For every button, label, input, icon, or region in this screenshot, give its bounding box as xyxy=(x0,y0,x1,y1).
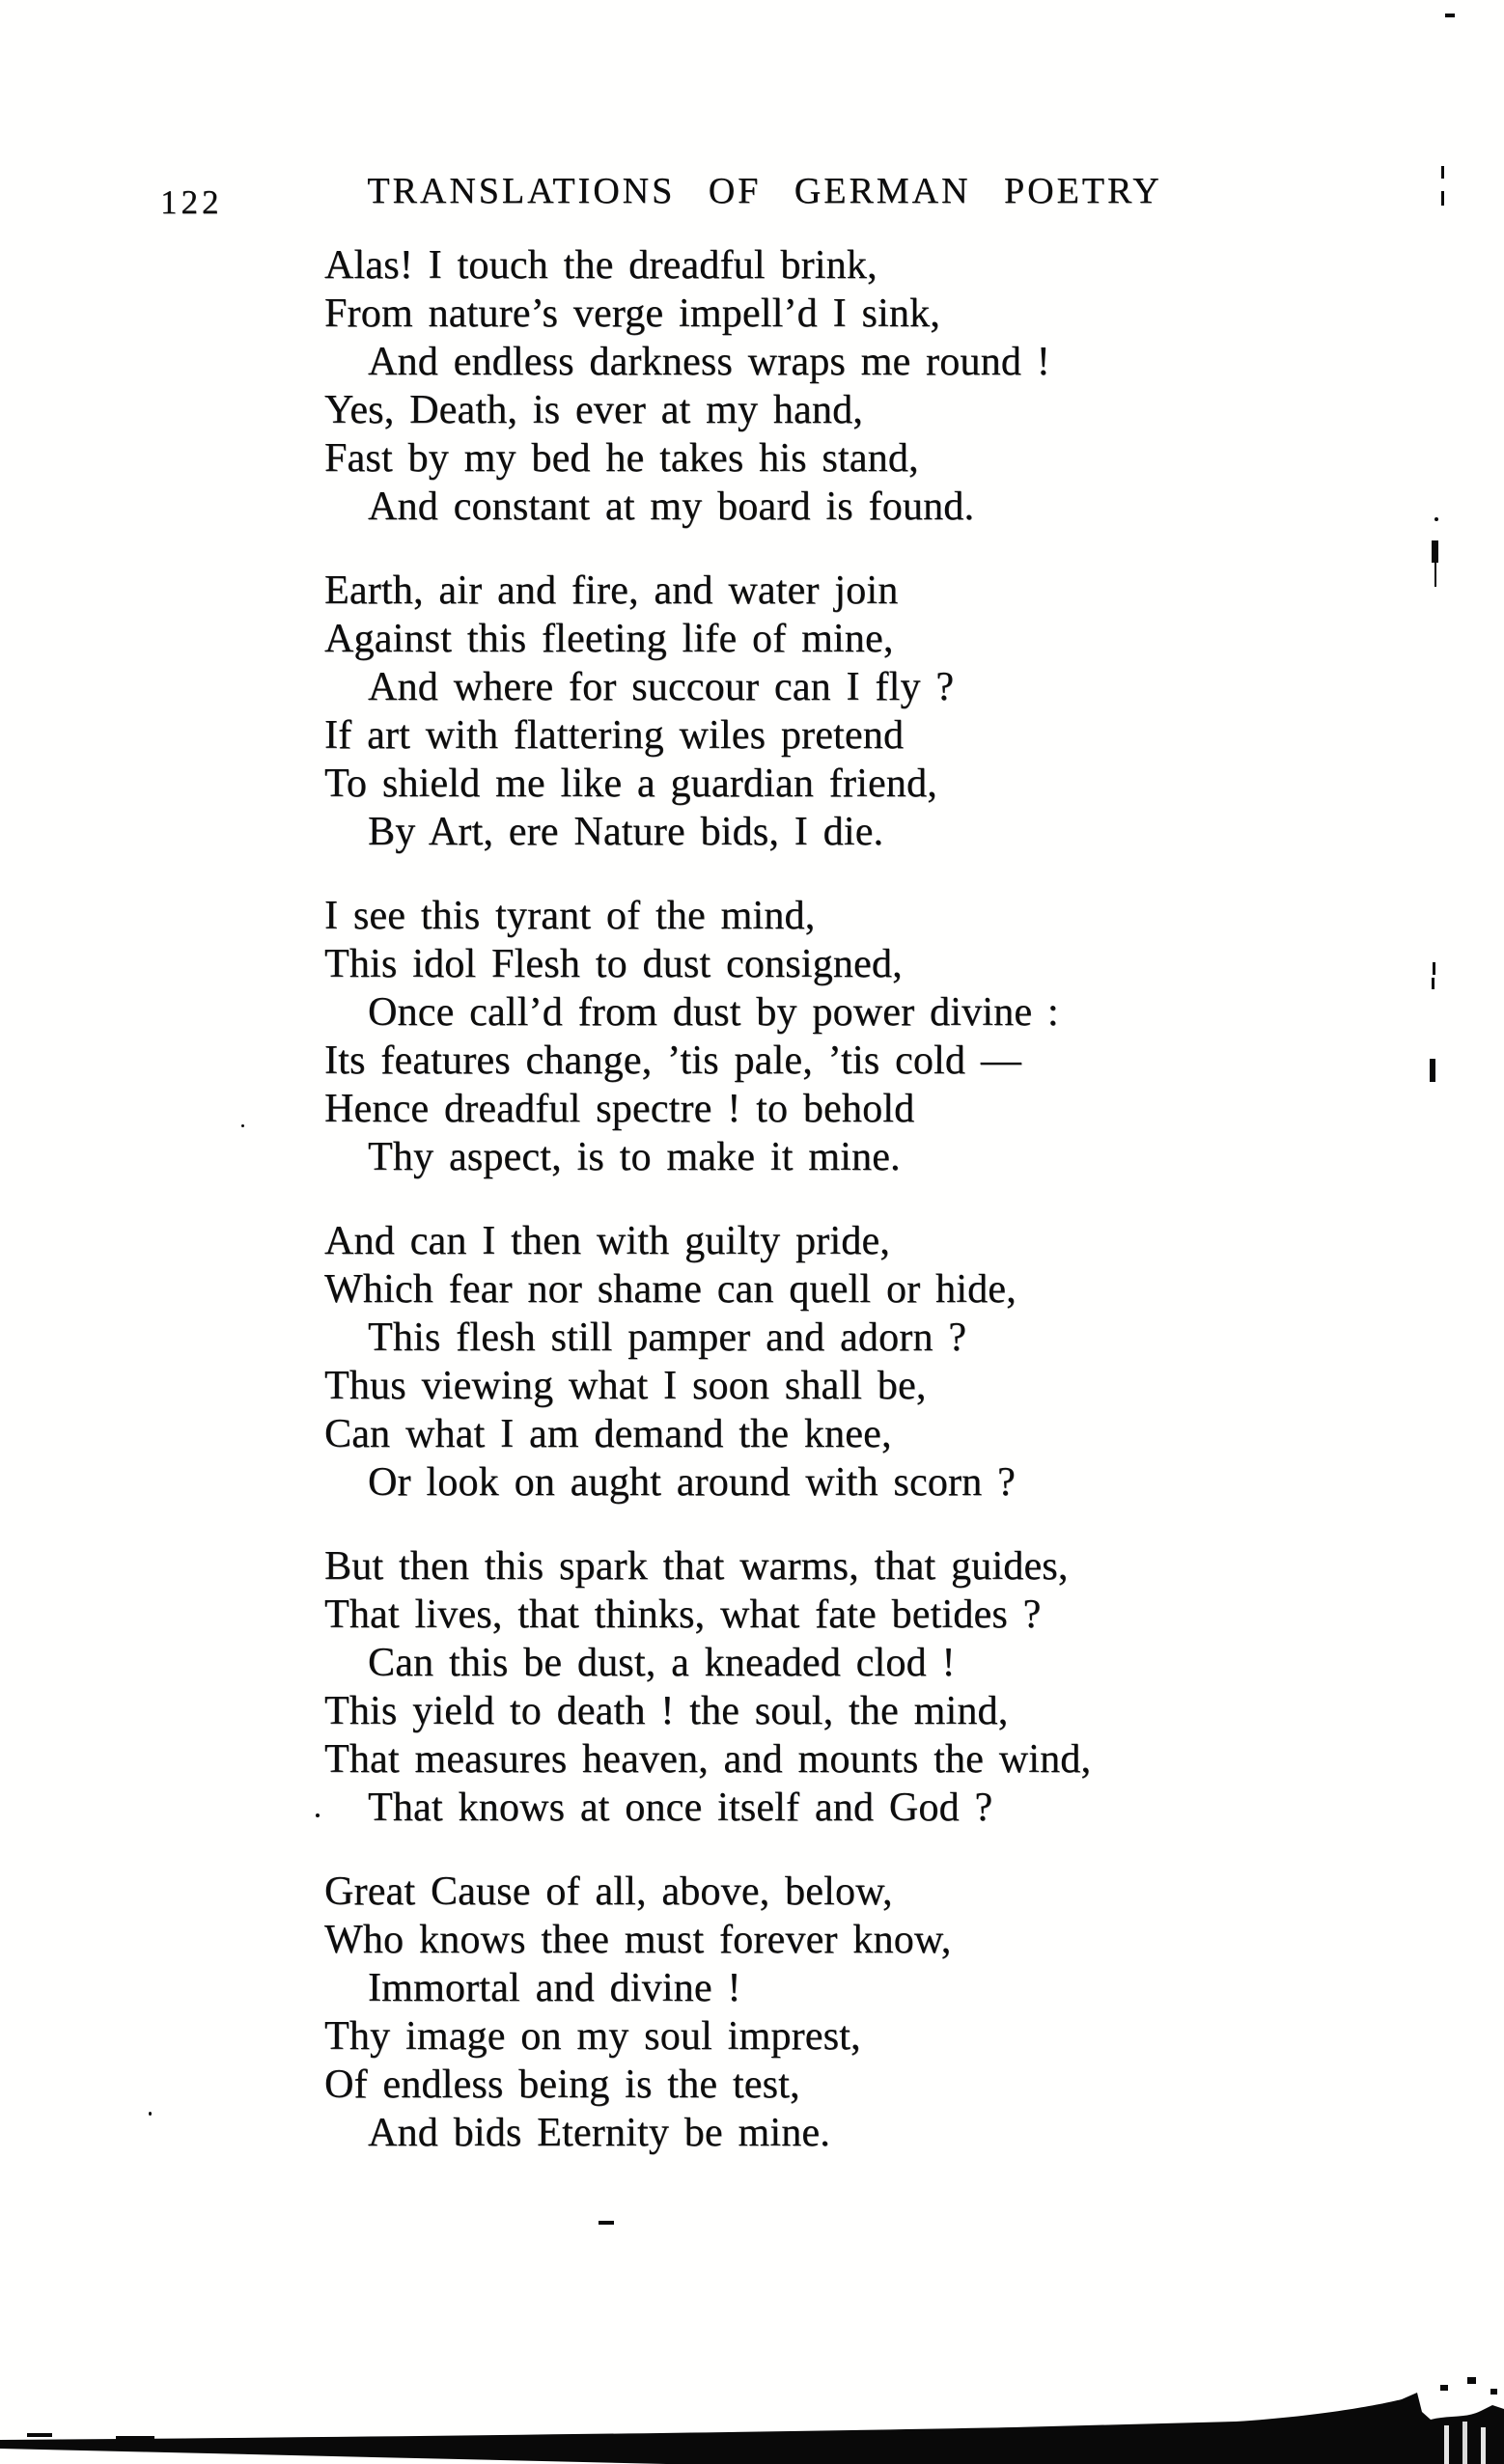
poem-line: This yield to death ! the soul, the mind, xyxy=(324,1689,1009,1733)
scan-speckle-dot xyxy=(241,1124,244,1127)
poem-line: Thus viewing what I soon shall be, xyxy=(324,1364,927,1408)
poem-line: And endless darkness wraps me round ! xyxy=(368,340,1050,384)
stanza-2 xyxy=(324,567,1091,856)
scan-speckle-top-right-dash xyxy=(1445,14,1455,17)
poem-line: And where for succour can I fly ? xyxy=(368,665,955,709)
scan-speckle-right-tick xyxy=(1432,978,1434,989)
poem-line: Yes, Death, is ever at my hand, xyxy=(324,388,864,432)
poem-line: And bids Eternity be mine. xyxy=(368,2111,830,2155)
poem-line: Of endless being is the test, xyxy=(324,2063,800,2107)
scan-speckle-right-tick xyxy=(1433,962,1435,975)
poem-line: Can what I am demand the knee, xyxy=(324,1412,892,1456)
scan-speckle-right-tick xyxy=(1441,166,1444,179)
poem-line: This flesh still pamper and adorn ? xyxy=(368,1315,967,1360)
poem-line: Against this fleeting life of mine, xyxy=(324,617,894,661)
scan-speckle-center-dash xyxy=(599,2221,614,2225)
scan-edge-band xyxy=(0,2348,1504,2464)
scan-speckle-right-tick xyxy=(1441,191,1444,206)
poem-line: Alas! I touch the dreadful brink, xyxy=(324,243,877,288)
poem-line: This idol Flesh to dust consigned, xyxy=(324,942,903,986)
poem-line: Fast by my bed he takes his stand, xyxy=(324,436,919,481)
poem-line: If art with flattering wiles pretend xyxy=(324,713,905,758)
poem-line: That lives, that thinks, what fate betides ? xyxy=(324,1592,1042,1637)
poem-line: Hence dreadful spectre ! to behold xyxy=(324,1087,915,1131)
poem-line: Its features change, ’tis pale, ’tis cold — xyxy=(324,1038,1022,1083)
running-title: TRANSLATIONS OF GERMAN POETRY xyxy=(367,171,1162,211)
page-number: 122 xyxy=(160,183,223,221)
poem-line: To shield me like a guardian friend, xyxy=(324,761,937,806)
poem-line: Great Cause of all, above, below, xyxy=(324,1869,893,1914)
poem-line: Earth, air and fire, and water join xyxy=(324,568,899,613)
scan-speckle-right-tail xyxy=(1434,563,1436,587)
poem-line: Which fear nor shame can quell or hide, xyxy=(324,1267,1017,1312)
poem-line: That measures heaven, and mounts the wind, xyxy=(324,1737,1092,1782)
poem-line: Can this be dust, a kneaded clod ! xyxy=(368,1641,956,1685)
poem xyxy=(324,241,1091,2193)
poem-line: Thy aspect, is to make it mine. xyxy=(368,1135,901,1179)
poem-line: And can I then with guilty pride, xyxy=(324,1219,890,1263)
poem-line: Once call’d from dust by power divine : xyxy=(368,990,1059,1035)
poem-line: Or look on aught around with scorn ? xyxy=(368,1460,1016,1505)
poem-line: But then this spark that warms, that guides, xyxy=(324,1544,1069,1589)
scan-speckle-dot xyxy=(316,1813,320,1817)
scan-speckle-right-thick-tick xyxy=(1432,540,1438,563)
poem-line: I see this tyrant of the mind, xyxy=(324,894,816,938)
poem-line: And constant at my board is found. xyxy=(368,484,975,529)
stanza-1 xyxy=(324,241,1091,531)
scan-speckle-dot xyxy=(149,2112,152,2116)
stanza-6 xyxy=(324,1868,1091,2157)
poem-line: Who knows thee must forever know, xyxy=(324,1918,952,1962)
stanza-5 xyxy=(324,1542,1091,1832)
scan-speckle-dot xyxy=(1434,517,1438,521)
poem-line: Thy image on my soul imprest, xyxy=(324,2014,861,2059)
poem-line: From nature’s verge impell’d I sink, xyxy=(324,291,940,336)
poem-line: That knows at once itself and God ? xyxy=(368,1786,993,1830)
stanza-3 xyxy=(324,892,1091,1181)
stanza-4 xyxy=(324,1217,1091,1507)
scan-speckle-right-thick-tick xyxy=(1430,1059,1435,1082)
poem-line: Immortal and divine ! xyxy=(368,1966,741,2010)
poem-line: By Art, ere Nature bids, I die. xyxy=(368,810,884,854)
